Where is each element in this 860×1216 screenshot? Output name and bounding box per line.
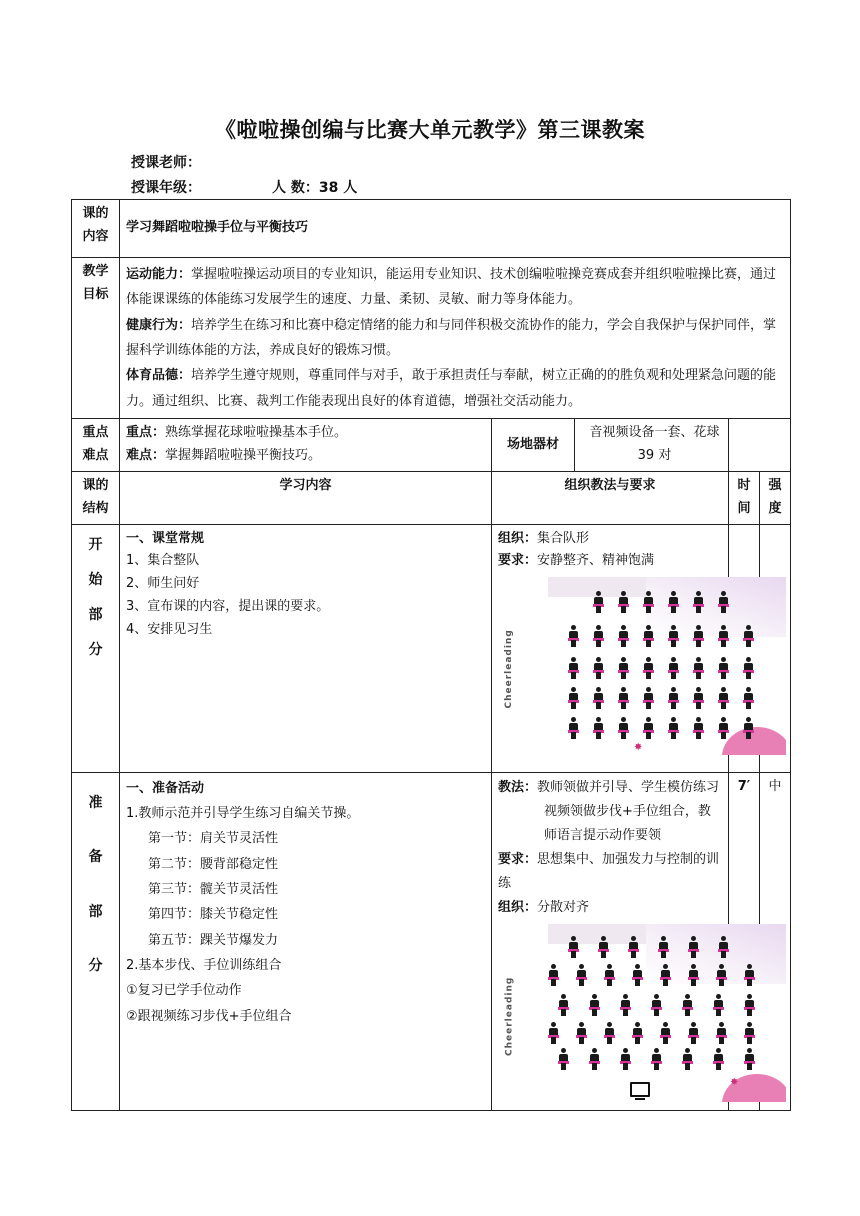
person-figure	[568, 625, 579, 647]
key-points-cell: 重点：熟练掌握花球啦啦操基本手位。 难点：掌握舞蹈啦啦操平衡技巧。	[120, 419, 492, 472]
section2-method: 教法：教师领做并引导、学生模仿练习 视频领做步伐+手位组合，教师语言提示动作要领 要求：思想集中、加强发力与控制的训练 组织：分散对齐 Cheerleading ✸	[492, 772, 729, 1110]
content-label: 课的内容	[72, 200, 120, 258]
person-figure	[593, 687, 604, 709]
person-figure	[620, 1048, 631, 1070]
content-value: 学习舞蹈啦啦操手位与平衡技巧	[120, 200, 791, 258]
col-intensity: 强度	[760, 472, 791, 525]
person-figure	[632, 964, 643, 986]
teacher-label: 授课老师：	[131, 155, 201, 171]
person-figure	[632, 1022, 643, 1044]
person-figure	[643, 591, 654, 613]
image1-caption: Cheerleading	[503, 629, 514, 709]
person-figure	[604, 964, 615, 986]
person-figure	[693, 717, 704, 739]
person-figure	[589, 994, 600, 1016]
person-figure	[598, 936, 609, 958]
monitor-icon	[630, 1082, 650, 1097]
person-figure	[688, 936, 699, 958]
image2-caption: Cheerleading	[504, 976, 515, 1056]
col-structure: 课的结构	[72, 472, 120, 525]
person-figure	[660, 1022, 671, 1044]
person-figure	[682, 1048, 693, 1070]
section2-label: 准 备 部 分	[72, 772, 120, 1110]
person-figure	[576, 1022, 587, 1044]
row-goals	[72, 258, 791, 419]
goal-health: 健康行为：培养学生在练习和比赛中稳定情绪的能力和与同伴积极交流协作的能力，学会自我保护与保护同伴，掌握科学训练体能的方法，养成良好的锻炼习惯。	[126, 317, 777, 359]
person-figure	[693, 625, 704, 647]
goal-sport: 运动能力：掌握啦啦操运动项目的专业知识，能运用专业知识、技术创编啦啦操竞赛成套并组织啦啦操比赛，通过体能课课练的体能练习发展学生的速度、力量、柔韧、灵敏、耐力等身体能力。	[126, 267, 777, 308]
person-figure	[568, 936, 579, 958]
person-figure	[593, 717, 604, 739]
person-figure	[660, 964, 671, 986]
person-figure	[744, 964, 755, 986]
person-figure	[718, 687, 729, 709]
section2-content: 一、准备活动 1.教师示范并引导学生练习自编关节操。 第一节：肩关节灵活性 第二节：腰背部稳定性 第三节：髋关节灵活性 第四节：膝关节稳定性 第五节：踝关节爆发力 2.基本步伐、手位训练组合 ①复习已学手位动作 ②跟视频练习步伐+手位组合	[120, 772, 492, 1110]
person-figure	[668, 591, 679, 613]
col-content: 学习内容	[120, 472, 492, 525]
page-title: 《啦啦操创编与比赛大单元教学》第三课教案	[215, 118, 645, 142]
goal-ethics: 体育品德：培养学生遵守规则，尊重同伴与对手，敢于承担责任与奉献，树立正确的的胜负观和处理紧急问题的能力。通过组织、比赛、裁判工作能表现出良好的体育道德，增强社交活动能力。	[126, 368, 777, 409]
person-figure	[548, 964, 559, 986]
student-count: 人 数：38 人	[272, 180, 358, 196]
col-time: 时间	[729, 472, 760, 525]
person-figure	[743, 717, 754, 739]
section1-content: 一、课堂常规 1、集合整队 2、师生问好 3、宣布课的内容，提出课的要求。 4、安排见习生	[120, 524, 492, 772]
person-figure	[618, 625, 629, 647]
person-figure	[743, 657, 754, 679]
person-figure	[618, 687, 629, 709]
person-figure	[693, 687, 704, 709]
section2-time: 7′	[729, 772, 760, 1110]
person-figure	[716, 964, 727, 986]
person-figure	[589, 1048, 600, 1070]
formation-image-2	[498, 924, 786, 1102]
lesson-plan-table	[71, 199, 791, 1111]
row-content	[72, 200, 791, 258]
person-figure	[618, 591, 629, 613]
section1-label: 开 始 部 分	[72, 524, 120, 772]
person-figure	[593, 625, 604, 647]
person-figure	[693, 591, 704, 613]
person-figure	[643, 687, 654, 709]
person-figure	[718, 591, 729, 613]
person-figure	[668, 687, 679, 709]
person-figure	[558, 1048, 569, 1070]
person-figure	[688, 1022, 699, 1044]
person-figure	[718, 625, 729, 647]
person-figure	[744, 994, 755, 1016]
person-figure	[744, 1022, 755, 1044]
star-icon: ✸	[634, 742, 643, 754]
row-section-prep	[72, 772, 791, 1110]
person-figure	[668, 717, 679, 739]
person-figure	[688, 964, 699, 986]
person-figure	[548, 1022, 559, 1044]
section2-intensity: 中	[760, 772, 791, 1110]
person-figure	[620, 994, 631, 1016]
grade-label: 授课年级：	[131, 180, 201, 196]
star-icon: ✸	[730, 1076, 739, 1088]
person-figure	[618, 657, 629, 679]
formation-image-1	[498, 577, 786, 755]
person-figure	[568, 657, 579, 679]
row-key-points	[72, 419, 791, 472]
person-figure	[558, 994, 569, 1016]
person-figure	[718, 657, 729, 679]
venue-label: 场地器材 音视频设备一套、花球 39 对	[492, 419, 729, 472]
col-method: 组织教法与要求	[492, 472, 729, 525]
person-figure	[604, 1022, 615, 1044]
person-figure	[743, 625, 754, 647]
person-figure	[618, 717, 629, 739]
section1-method: 组织：集合队形 要求：安静整齐、精神饱满 Cheerleading ✸	[492, 524, 729, 772]
person-figure	[643, 625, 654, 647]
person-figure	[651, 994, 662, 1016]
person-figure	[682, 994, 693, 1016]
person-figure	[568, 687, 579, 709]
person-figure	[643, 717, 654, 739]
person-figure	[593, 657, 604, 679]
person-figure	[668, 657, 679, 679]
person-figure	[716, 1022, 727, 1044]
person-figure	[718, 936, 729, 958]
person-figure	[713, 994, 724, 1016]
person-figure	[651, 1048, 662, 1070]
person-figure	[658, 936, 669, 958]
goals-cell	[120, 258, 791, 419]
person-figure	[593, 591, 604, 613]
person-figure	[744, 1048, 755, 1070]
person-figure	[628, 936, 639, 958]
person-figure	[693, 657, 704, 679]
person-figure	[718, 717, 729, 739]
goals-label: 教学目标	[72, 258, 120, 419]
key-label: 重点难点	[72, 419, 120, 472]
row-section-start	[72, 524, 791, 772]
person-figure	[713, 1048, 724, 1070]
column-header-row	[72, 472, 791, 525]
person-figure	[668, 625, 679, 647]
person-figure	[568, 717, 579, 739]
person-figure	[643, 657, 654, 679]
person-figure	[743, 687, 754, 709]
person-figure	[576, 964, 587, 986]
venue-value: 音视频设备一套、花球 39 对	[589, 425, 720, 464]
